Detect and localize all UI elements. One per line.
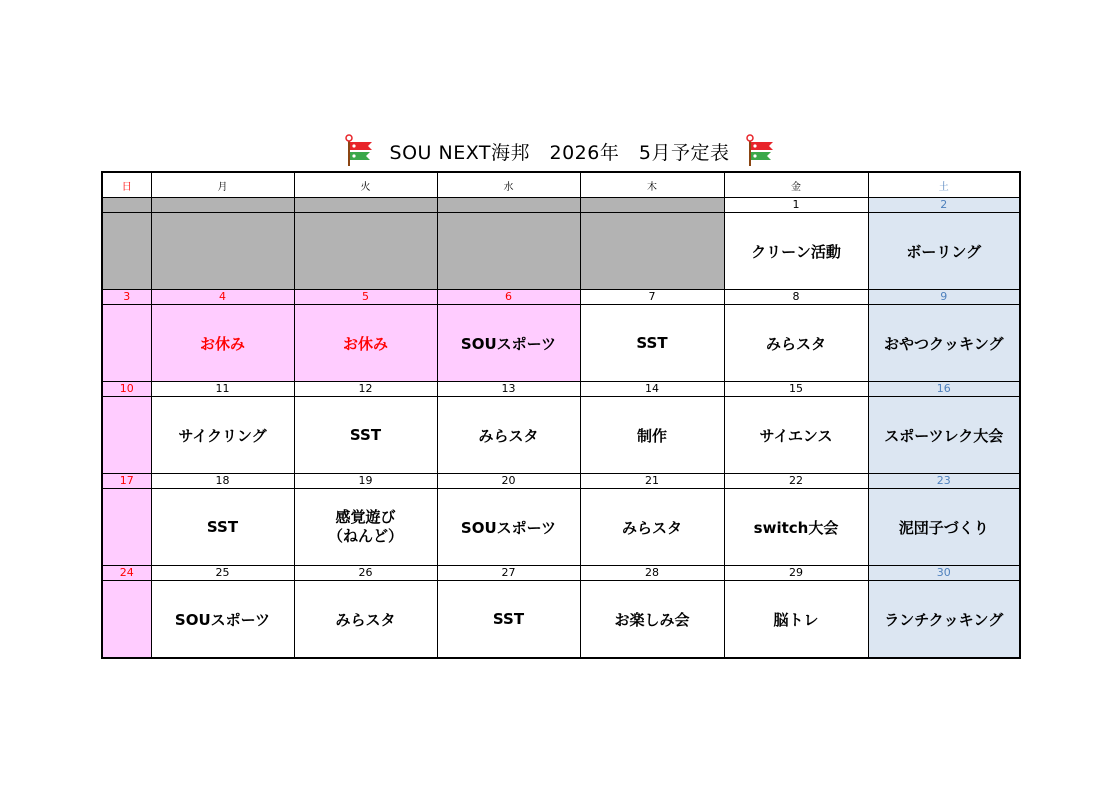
event-cell: クリーン活動 [724,213,868,290]
date-cell: 16 [868,382,1020,397]
event-cell [102,489,151,566]
date-cell: 13 [437,382,580,397]
event-cell: みらスタ [437,397,580,474]
weekday-saturday: 土 [868,172,1020,198]
event-cell: お休み [294,305,437,382]
date-cell: 5 [294,290,437,305]
event-cell: お休み [151,305,294,382]
event-cell: おやつクッキング [868,305,1020,382]
date-cell: 19 [294,474,437,489]
date-cell: 3 [102,290,151,305]
date-cell: 30 [868,566,1020,581]
event-cell: スポーツレク大会 [868,397,1020,474]
date-cell: 1 [724,198,868,213]
event-row [102,489,1020,566]
event-cell: 泥団子づくり [868,489,1020,566]
date-cell: 9 [868,290,1020,305]
date-cell: 17 [102,474,151,489]
event-cell: SST [437,581,580,659]
event-cell: サイクリング [151,397,294,474]
date-cell: 2 [868,198,1020,213]
date-row [102,382,1020,397]
event-row [102,213,1020,290]
date-cell: 7 [580,290,724,305]
date-cell: 29 [724,566,868,581]
weekday-monday: 月 [151,172,294,198]
event-cell: switch大会 [724,489,868,566]
date-cell: 15 [724,382,868,397]
weekday-header-row [102,172,1020,198]
title-row [101,132,1018,170]
page-title: SOU NEXT海邦 2026年 5月予定表 [389,141,730,164]
date-cell: 28 [580,566,724,581]
weekday-thursday: 木 [580,172,724,198]
weekday-friday: 金 [724,172,868,198]
koinobori-flag-icon [743,134,777,168]
event-cell [102,581,151,659]
date-cell: 10 [102,382,151,397]
event-cell: 感覚遊び （ねんど） [294,489,437,566]
date-cell: 12 [294,382,437,397]
event-cell: SST [151,489,294,566]
weekday-tuesday: 火 [294,172,437,198]
weekday-wednesday: 水 [437,172,580,198]
date-row [102,290,1020,305]
event-cell: ランチクッキング [868,581,1020,659]
date-row [102,566,1020,581]
date-cell: 27 [437,566,580,581]
date-cell: 26 [294,566,437,581]
event-cell [102,213,151,290]
event-cell [580,213,724,290]
date-cell [580,198,724,213]
date-cell: 18 [151,474,294,489]
weekday-sunday: 日 [102,172,151,198]
event-cell: みらスタ [724,305,868,382]
date-cell [151,198,294,213]
date-cell: 22 [724,474,868,489]
event-row [102,397,1020,474]
event-cell: サイエンス [724,397,868,474]
event-cell [437,213,580,290]
event-cell: SOUスポーツ [151,581,294,659]
calendar-table [101,171,1021,659]
event-cell: SST [580,305,724,382]
event-cell: 制作 [580,397,724,474]
event-cell: ボーリング [868,213,1020,290]
date-cell: 14 [580,382,724,397]
event-cell [102,397,151,474]
date-cell: 8 [724,290,868,305]
date-row [102,474,1020,489]
date-cell: 6 [437,290,580,305]
event-cell: SOUスポーツ [437,489,580,566]
date-cell [102,198,151,213]
event-cell: 脳トレ [724,581,868,659]
event-row [102,305,1020,382]
date-cell [437,198,580,213]
date-cell: 21 [580,474,724,489]
date-row [102,198,1020,213]
event-cell [151,213,294,290]
date-cell: 23 [868,474,1020,489]
date-cell: 4 [151,290,294,305]
event-cell [102,305,151,382]
koinobori-flag-icon [342,134,376,168]
date-cell: 25 [151,566,294,581]
date-cell: 24 [102,566,151,581]
date-cell: 20 [437,474,580,489]
event-cell: みらスタ [580,489,724,566]
event-cell: みらスタ [294,581,437,659]
event-cell: お楽しみ会 [580,581,724,659]
event-row [102,581,1020,659]
event-cell: SOUスポーツ [437,305,580,382]
event-cell: SST [294,397,437,474]
date-cell [294,198,437,213]
date-cell: 11 [151,382,294,397]
event-cell [294,213,437,290]
